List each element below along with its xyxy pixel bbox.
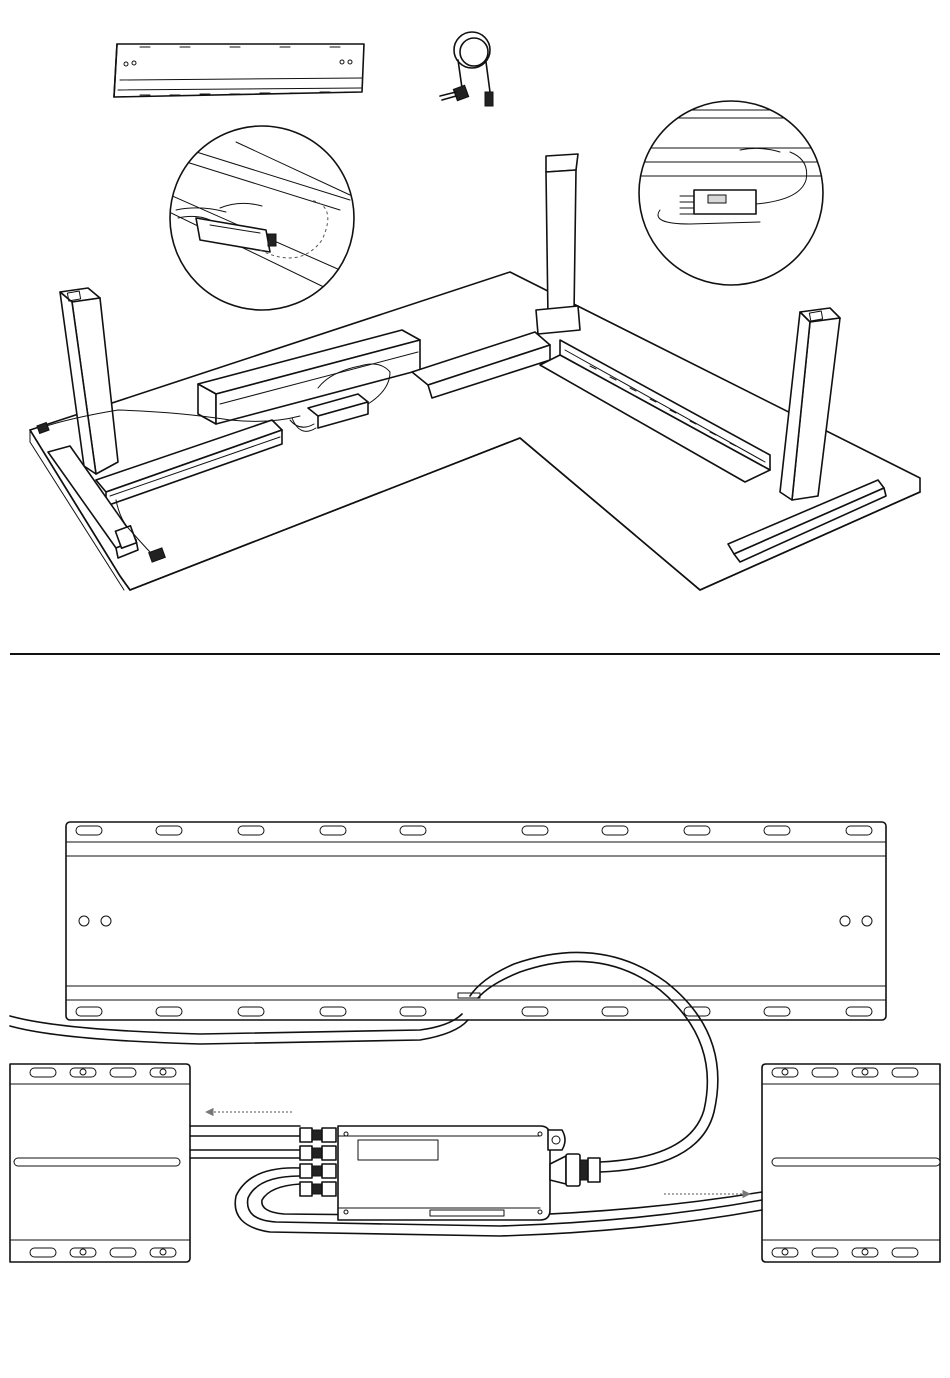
right-lower-tray xyxy=(762,1064,940,1262)
power-cord-part xyxy=(440,32,493,106)
upper-cable-tray xyxy=(66,822,886,1020)
cable-tray-part xyxy=(114,44,364,97)
zoom-detail-left xyxy=(165,126,354,310)
cable-left-upper-outline xyxy=(10,1020,468,1044)
zoom-detail-right xyxy=(639,101,830,285)
left-lower-tray xyxy=(10,1064,190,1262)
control-box xyxy=(300,1126,600,1220)
